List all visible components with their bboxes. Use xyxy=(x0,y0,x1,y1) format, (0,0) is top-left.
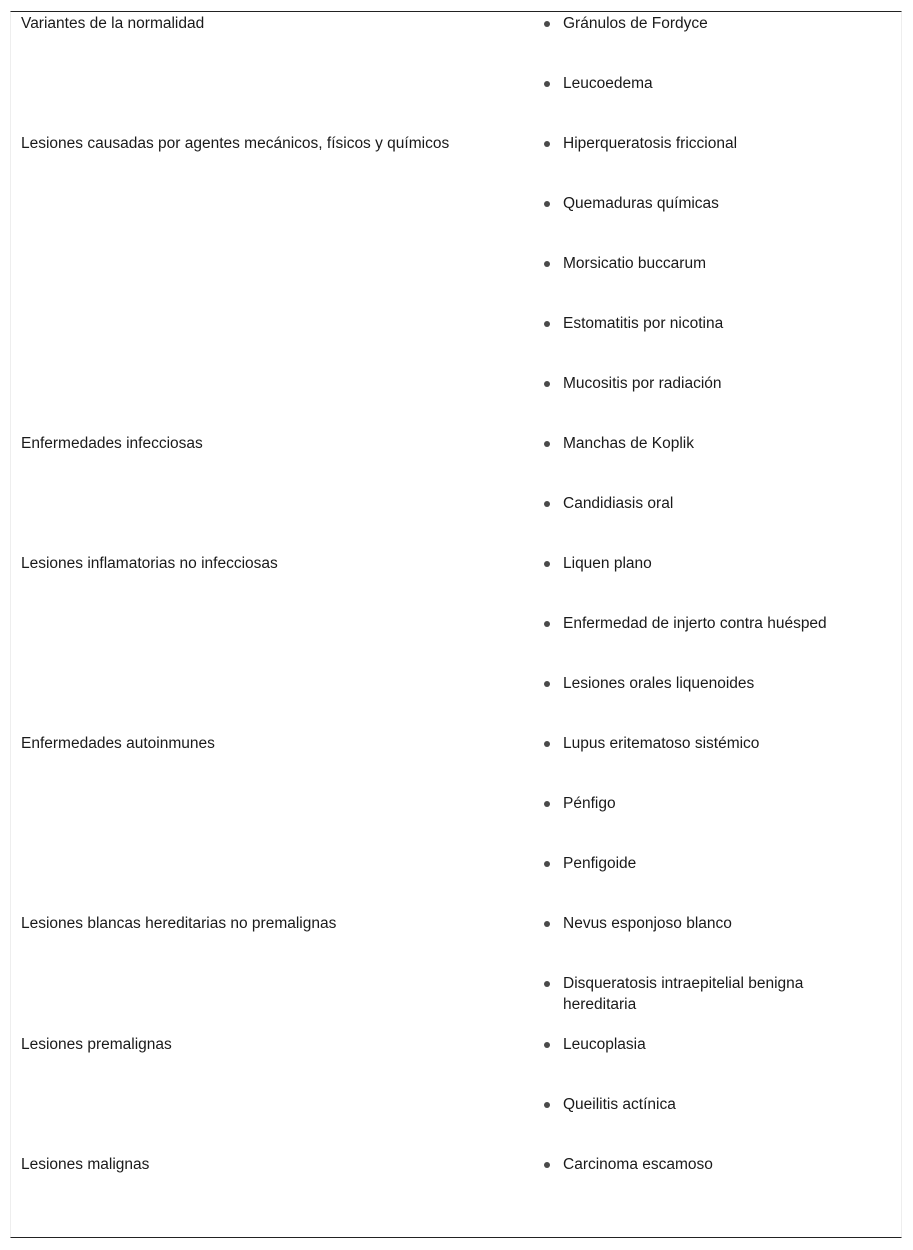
bullet-icon xyxy=(544,861,550,867)
table-row xyxy=(11,912,903,1033)
bullet-icon xyxy=(544,21,550,27)
item-label: Carcinoma escamoso xyxy=(563,1156,713,1173)
item-label: Leucoedema xyxy=(563,75,653,92)
category-cell: Enfermedades infecciosas xyxy=(21,435,203,452)
item-label: Liquen plano xyxy=(563,555,652,572)
bullet-icon xyxy=(544,561,550,567)
list-item xyxy=(531,312,903,372)
item-label: Quemaduras químicas xyxy=(563,195,719,212)
list-item xyxy=(531,12,903,72)
category-cell: Lesiones premalignas xyxy=(21,1036,172,1053)
category-cell: Lesiones inflamatorias no infecciosas xyxy=(21,555,278,572)
list-item xyxy=(531,252,903,312)
bullet-icon xyxy=(544,801,550,807)
bullet-icon xyxy=(544,501,550,507)
category-cell: Lesiones blancas hereditarias no premalignas xyxy=(21,915,337,932)
item-label: Nevus esponjoso blanco xyxy=(563,915,732,932)
list-item xyxy=(531,612,903,672)
category-cell: Lesiones malignas xyxy=(21,1156,150,1173)
list-item xyxy=(531,672,903,732)
bullet-icon xyxy=(544,921,550,927)
items-cell xyxy=(531,732,903,912)
list-item xyxy=(531,372,903,432)
list-item xyxy=(531,432,903,492)
item-label: Candidiasis oral xyxy=(563,495,674,512)
item-label: Mucositis por radiación xyxy=(563,375,722,392)
item-list xyxy=(531,1153,903,1213)
items-cell xyxy=(531,12,903,132)
list-item xyxy=(531,852,903,912)
table-row xyxy=(11,1153,903,1213)
items-cell xyxy=(531,552,903,732)
item-label: Leucoplasia xyxy=(563,1036,646,1053)
item-label: Pénfigo xyxy=(563,795,616,812)
table-row xyxy=(11,132,903,432)
table-row xyxy=(11,12,903,132)
item-label: Lupus eritematoso sistémico xyxy=(563,735,760,752)
bullet-icon xyxy=(544,141,550,147)
item-list xyxy=(531,132,903,432)
bullet-icon xyxy=(544,1102,550,1108)
item-label: Gránulos de Fordyce xyxy=(563,15,708,32)
list-item xyxy=(531,1033,903,1093)
bullet-icon xyxy=(544,741,550,747)
category-cell: Lesiones causadas por agentes mecánicos, físicos y químicos xyxy=(21,135,450,152)
item-label: Disqueratosis intraepitelial benigna hereditaria xyxy=(563,975,804,1013)
table-row xyxy=(11,432,903,552)
bullet-icon xyxy=(544,1042,550,1048)
table-row xyxy=(11,732,903,912)
list-item xyxy=(531,732,903,792)
category-cell: Variantes de la normalidad xyxy=(21,15,205,32)
list-item xyxy=(531,972,903,1033)
bullet-icon xyxy=(544,621,550,627)
bullet-icon xyxy=(544,681,550,687)
items-cell xyxy=(531,1153,903,1213)
table-row xyxy=(11,552,903,732)
item-label: Estomatitis por nicotina xyxy=(563,315,724,332)
bullet-icon xyxy=(544,261,550,267)
bullet-icon xyxy=(544,381,550,387)
list-item xyxy=(531,1153,903,1213)
item-label: Enfermedad de injerto contra huésped xyxy=(563,615,827,632)
items-cell xyxy=(531,132,903,432)
items-cell xyxy=(531,912,903,1033)
list-item xyxy=(531,192,903,252)
bullet-icon xyxy=(544,441,550,447)
list-item xyxy=(531,132,903,192)
bullet-icon xyxy=(544,201,550,207)
item-label: Manchas de Koplik xyxy=(563,435,694,452)
classification-table-container xyxy=(10,11,902,1238)
item-label: Queilitis actínica xyxy=(563,1096,676,1113)
table-row xyxy=(11,1033,903,1153)
items-cell xyxy=(531,1033,903,1153)
item-label: Lesiones orales liquenoides xyxy=(563,675,755,692)
item-list xyxy=(531,1033,903,1153)
category-cell: Enfermedades autoinmunes xyxy=(21,735,215,752)
list-item xyxy=(531,492,903,552)
item-list xyxy=(531,912,903,1033)
item-list xyxy=(531,732,903,912)
list-item xyxy=(531,72,903,132)
bullet-icon xyxy=(544,321,550,327)
lesion-classification-table xyxy=(11,12,903,1213)
item-list xyxy=(531,552,903,732)
item-list xyxy=(531,432,903,552)
item-label: Hiperqueratosis friccional xyxy=(563,135,738,152)
list-item xyxy=(531,912,903,972)
list-item xyxy=(531,1093,903,1153)
items-cell xyxy=(531,432,903,552)
item-list xyxy=(531,12,903,132)
bullet-icon xyxy=(544,981,550,987)
bullet-icon xyxy=(544,1162,550,1168)
item-label: Morsicatio buccarum xyxy=(563,255,706,272)
bullet-icon xyxy=(544,81,550,87)
item-label: Penfigoide xyxy=(563,855,637,872)
list-item xyxy=(531,792,903,852)
list-item xyxy=(531,552,903,612)
